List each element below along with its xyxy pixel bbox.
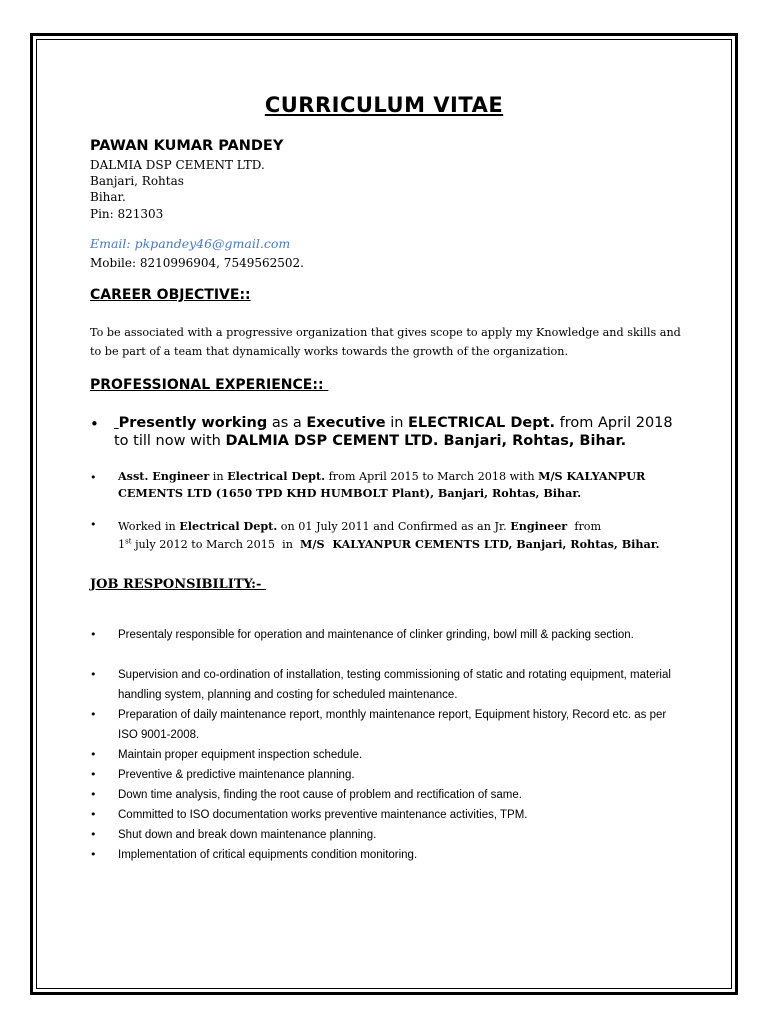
job-responsibility-heading: JOB RESPONSIBILITY:- xyxy=(90,577,266,592)
bullet-icon: • xyxy=(90,768,97,781)
experience-item-continued xyxy=(118,536,698,553)
bullet-icon: • xyxy=(90,668,97,681)
responsibility-item: Preventive & predictive maintenance planning. xyxy=(118,769,355,781)
bullet-icon: • xyxy=(90,848,97,861)
experience-item xyxy=(118,518,698,535)
address-line: DALMIA DSP CEMENT LTD. xyxy=(90,158,265,172)
bullet-icon: • xyxy=(90,471,97,484)
responsibility-item: Implementation of critical equipments condition monitoring. xyxy=(118,849,418,861)
text-fragment: 1 xyxy=(118,538,126,551)
bullet-icon: • xyxy=(90,828,97,841)
career-objective-heading: CAREER OBJECTIVE:: xyxy=(90,287,251,303)
bullet-icon: • xyxy=(90,788,97,801)
experience-dept: Electrical Dept. xyxy=(227,469,326,483)
experience-role-status: Presently working xyxy=(118,415,268,431)
responsibility-item: Preparation of daily maintenance report, monthly maintenance report, Equipment history, Record etc. as per ISO 9001-2008. xyxy=(118,709,667,741)
bullet-icon: • xyxy=(90,808,97,821)
experience-dept: ELECTRICAL Dept. xyxy=(408,415,556,431)
experience-company: M/S KALYANPUR CEMENTS LTD, Banjari, Rohtas, Bihar. xyxy=(300,537,660,551)
experience-heading: PROFESSIONAL EXPERIENCE:: xyxy=(90,377,329,393)
experience-role: Executive xyxy=(306,415,386,431)
experience-item xyxy=(118,468,698,502)
text-fragment: Worked in xyxy=(118,520,180,533)
text-fragment: from April 2015 to March 2018 with xyxy=(325,470,539,483)
responsibility-item: Committed to ISO documentation works preventive maintenance activities, TPM. xyxy=(118,809,528,821)
address-line: Bihar. xyxy=(90,190,126,204)
address-line: Banjari, Rohtas xyxy=(90,174,184,188)
text-fragment: in xyxy=(385,415,409,431)
career-objective-text: To be associated with a progressive organization that gives scope to apply my Knowledge and skills and to be part of a team that dynamically works towards the growth of the organization. xyxy=(90,326,681,358)
bullet-icon: • xyxy=(90,748,97,761)
address-line: Pin: 821303 xyxy=(90,207,164,221)
bullet-icon: • xyxy=(90,415,99,433)
mobile: Mobile: 8210996904, 7549562502. xyxy=(90,256,304,270)
responsibility-item: Supervision and co-ordination of installation, testing commissioning of static and rotating equipment, material handling system, planning and costing for scheduled maintenance. xyxy=(118,669,671,701)
experience-role: Asst. Engineer xyxy=(118,469,210,483)
text-fragment: from xyxy=(567,520,602,533)
responsibility-item: Presentaly responsible for operation and maintenance of clinker grinding, bowl mill & packing section. xyxy=(118,629,634,641)
text-fragment: from April 2018 to till now with xyxy=(114,415,673,449)
text-fragment: july 2012 to March 2015 in xyxy=(131,538,301,551)
responsibility-item: Shut down and break down maintenance planning. xyxy=(118,829,377,841)
experience-item xyxy=(114,414,674,450)
text-fragment: on 01 July 2011 and Confirmed as an Jr. xyxy=(277,520,511,533)
experience-company: DALMIA DSP CEMENT LTD. Banjari, Rohtas, Bihar. xyxy=(225,433,627,449)
responsibility-item: Down time analysis, finding the root cause of problem and rectification of same. xyxy=(118,789,522,801)
document-title: CURRICULUM VITAE xyxy=(264,93,504,117)
bullet-icon: • xyxy=(90,708,97,721)
ordinal-suffix: st xyxy=(125,537,132,546)
experience-company: M/S KALYANPUR CEMENTS LTD (1650 TPD KHD HUMBOLT Plant), Banjari, Rohtas, Bihar. xyxy=(118,469,646,500)
experience-dept: Electrical Dept. xyxy=(179,519,278,533)
bullet-icon: • xyxy=(90,628,97,641)
candidate-name: PAWAN KUMAR PANDEY xyxy=(90,138,284,154)
bullet-icon: • xyxy=(90,518,97,531)
text-fragment: in xyxy=(209,470,228,483)
email: Email: pkpandey46@gmail.com xyxy=(90,236,291,251)
text-fragment: as a xyxy=(267,415,307,431)
experience-role: Engineer xyxy=(510,519,568,533)
responsibility-item: Maintain proper equipment inspection schedule. xyxy=(118,749,363,761)
